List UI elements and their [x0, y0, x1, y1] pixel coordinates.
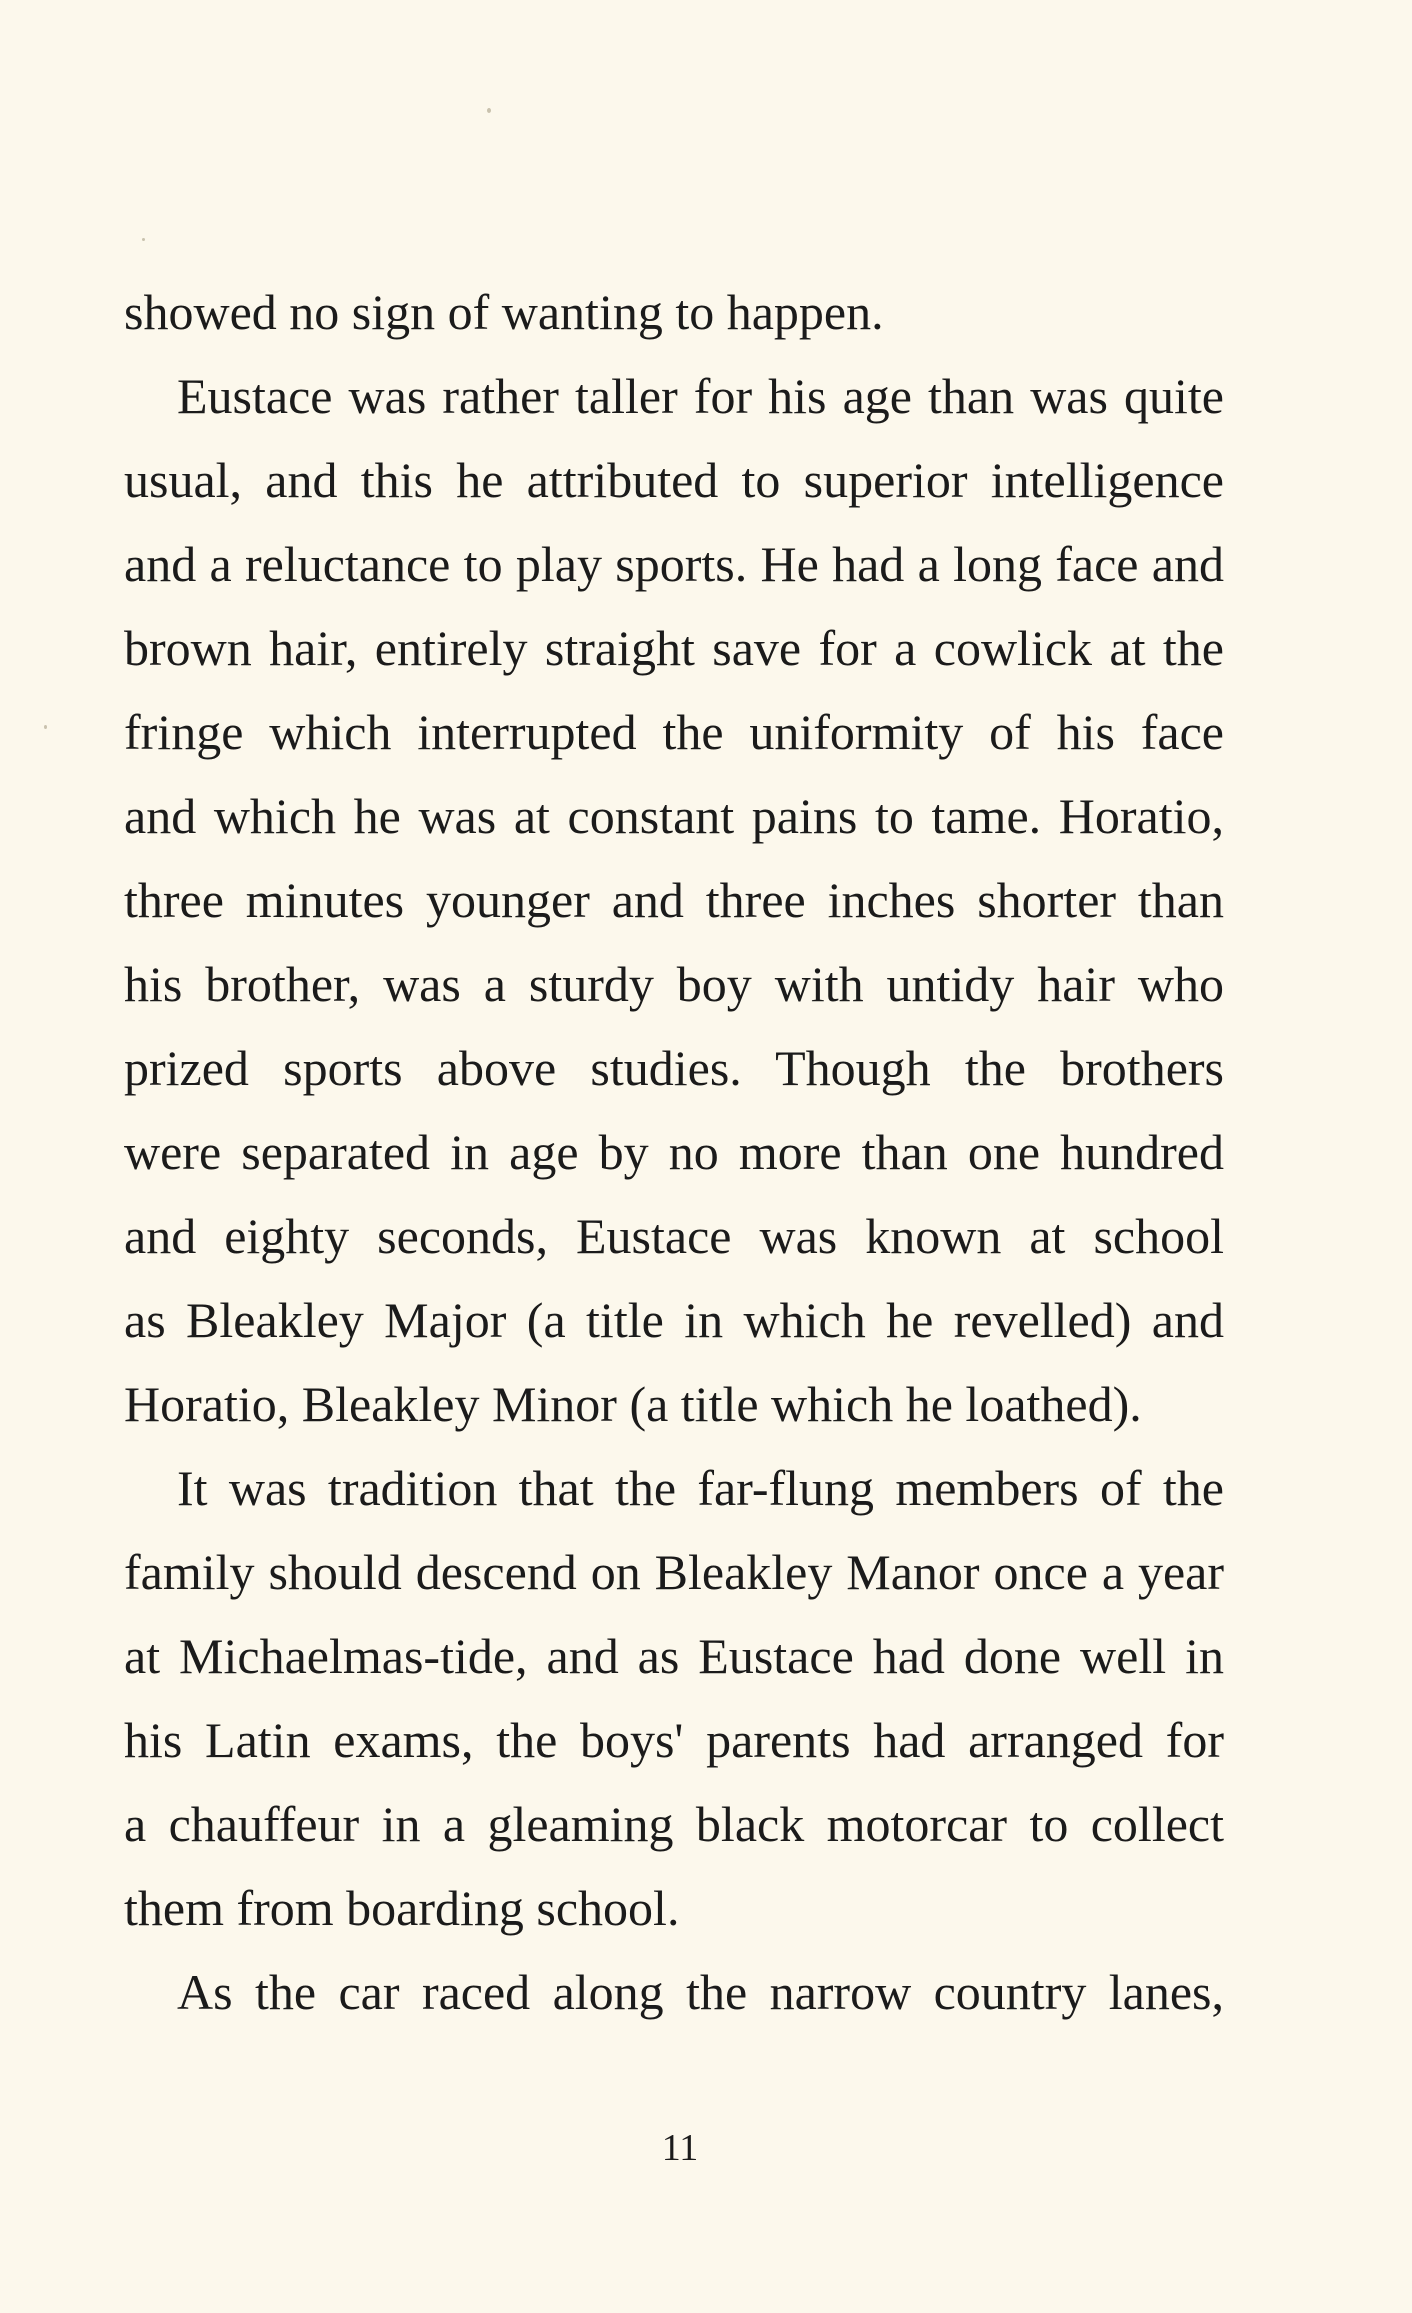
text-line: showed no sign of wanting to happen. [124, 284, 884, 340]
text-line: and eighty seconds, Eustace was known at school [124, 1208, 1224, 1264]
page-number: 11 [661, 2127, 699, 2169]
text-line: his Latin exams, the boys' parents had arranged for [124, 1712, 1224, 1768]
paper-speck [44, 725, 47, 729]
text-line: them from boarding school. [124, 1880, 680, 1936]
text-line: Horatio, Bleakley Minor (a title which he loathed). [124, 1376, 1142, 1432]
text-line: and a reluctance to play sports. He had a long face and [124, 536, 1224, 592]
text-line: three minutes younger and three inches shorter than [124, 872, 1224, 928]
text-line: as Bleakley Major (a title in which he revelled) and [124, 1292, 1224, 1348]
text-line: at Michaelmas-tide, and as Eustace had done well in [124, 1628, 1224, 1684]
paper-speck [142, 238, 145, 241]
text-line: were separated in age by no more than one hundred [124, 1124, 1224, 1180]
text-line: Eustace was rather taller for his age than was quite [177, 368, 1224, 424]
text-line: his brother, was a sturdy boy with untidy hair who [124, 956, 1224, 1012]
paper-speck [487, 108, 491, 113]
text-line: As the car raced along the narrow country lanes, [177, 1964, 1224, 2020]
text-line: a chauffeur in a gleaming black motorcar to collect [124, 1796, 1224, 1852]
text-line: brown hair, entirely straight save for a cowlick at the [124, 620, 1224, 676]
text-line: and which he was at constant pains to tame. Horatio, [124, 788, 1224, 844]
text-line: family should descend on Bleakley Manor once a year [124, 1544, 1224, 1600]
text-line: prized sports above studies. Though the brothers [124, 1040, 1224, 1096]
text-line: fringe which interrupted the uniformity of his face [124, 704, 1224, 760]
text-line: usual, and this he attributed to superior intelligence [124, 452, 1224, 508]
body-text [124, 270, 1224, 2034]
text-line: It was tradition that the far-flung members of the [177, 1460, 1224, 1516]
